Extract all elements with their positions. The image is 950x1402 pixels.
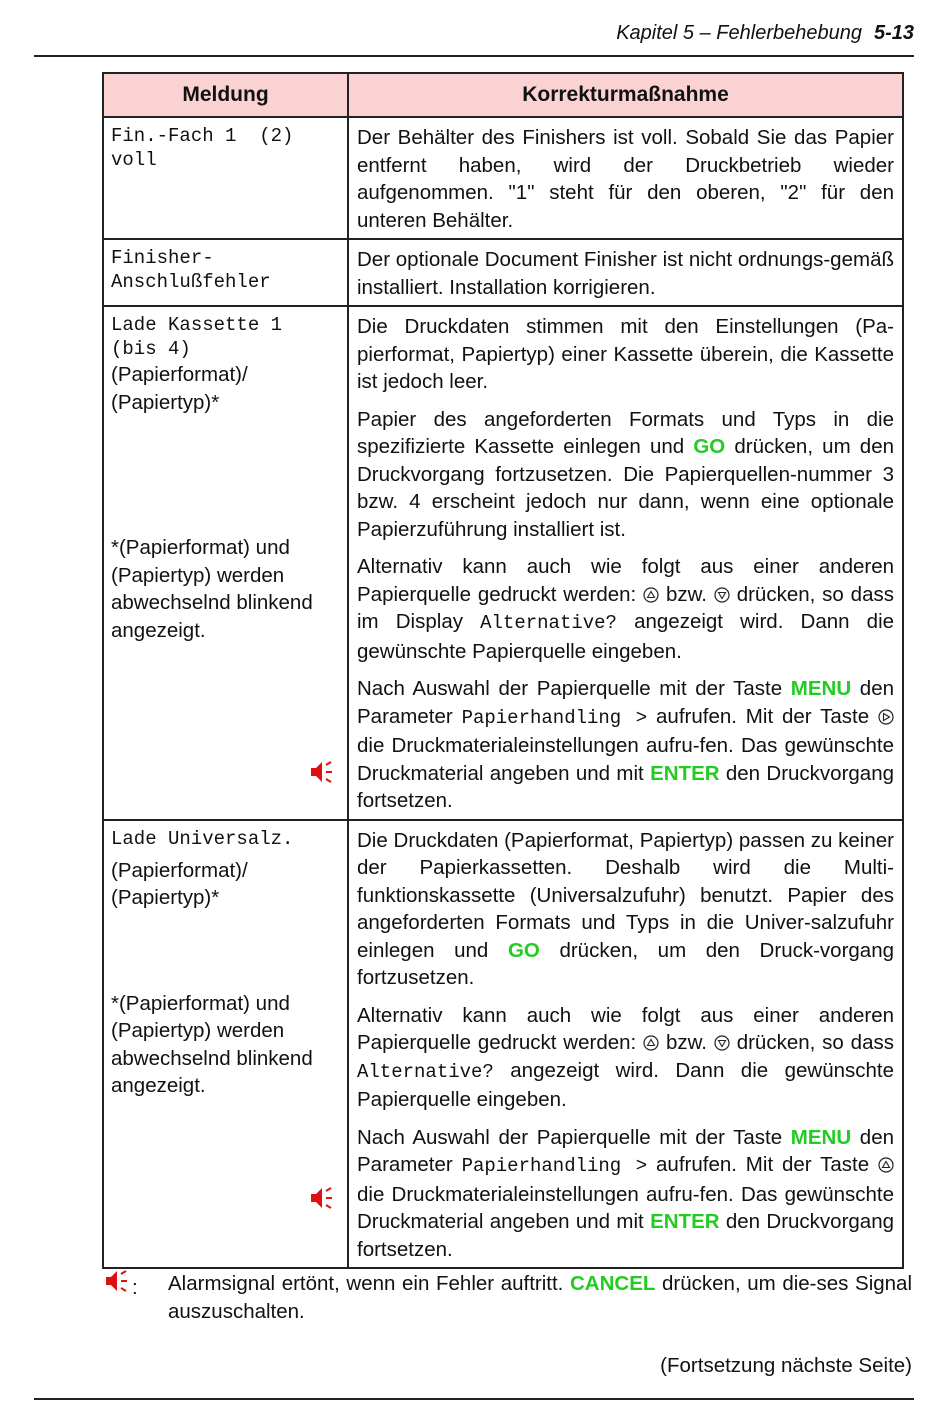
- enter-key-label: ENTER: [650, 1210, 720, 1233]
- action-text: Der Behälter des Finishers ist voll. Sobald Sie das Papier entfernt haben, wird der Druckbetrieb wieder aufgenommen. "1" steht für den oberen, "2" für den unteren Behälter.: [357, 126, 894, 232]
- display-text-papierhandling: Papierhandling >: [461, 1155, 648, 1177]
- message-note: *(Papierformat) und (Papiertyp) werden abwechselnd blinkend angezeigt.: [111, 991, 313, 1097]
- page-header: [34, 22, 914, 48]
- up-arrow-button-icon: [643, 587, 659, 603]
- action-paragraph: Nach Auswahl der Papierquelle mit der Taste MENU den Parameter Papierhandling > aufrufen. Mit der Taste die Druckmaterialeinstellungen aufru-fen. Das gewünschte Druckmaterial angeben und mit ENTER den Druckvorgang fortsetzen.: [357, 677, 895, 812]
- up-arrow-button-icon: [643, 1035, 659, 1051]
- down-arrow-button-icon: [714, 587, 730, 603]
- alarm-footnote: [104, 1270, 912, 1326]
- column-header-action: Korrekturmaßnahme: [348, 73, 903, 117]
- action-cell: [348, 239, 903, 306]
- continuation-note: (Fortsetzung nächste Seite): [660, 1354, 912, 1377]
- display-text-alternative: Alternative?: [357, 1060, 494, 1083]
- right-arrow-button-icon: [878, 709, 894, 725]
- table-row: [103, 306, 903, 820]
- message-parameters: (Papierformat)/ (Papiertyp)*: [111, 363, 248, 414]
- chapter-title: Kapitel 5 – Fehlerbehebung: [616, 22, 862, 44]
- action-cell: [348, 306, 903, 820]
- menu-key-label: MENU: [790, 677, 852, 700]
- action-cell: [348, 820, 903, 1269]
- menu-key-label: MENU: [790, 1125, 852, 1149]
- display-text-papierhandling: Papierhandling >: [461, 706, 648, 729]
- action-text: Der optionale Document Finisher ist nicht ordnungs-gemäß installiert. Installation korrigieren.: [357, 248, 894, 299]
- cancel-key-label: CANCEL: [569, 1272, 656, 1295]
- header-rule: [34, 55, 914, 57]
- column-header-message: Meldung: [103, 73, 348, 117]
- page-number: 5-13: [873, 22, 914, 44]
- action-paragraph: Alternativ kann auch wie folgt aus einer anderen Papierquelle gedruckt werden: bzw. drücken, so dass im Display Alternative? angezeigt wird. Dann die gewünschte Papierquelle eingeben.: [357, 555, 895, 663]
- message-cell: [103, 306, 348, 820]
- alarm-speaker-icon: [104, 1268, 132, 1294]
- action-paragraph: Alternativ kann auch wie folgt aus einer anderen Papierquelle gedruckt werden: bzw. drücken, so dass Alternative? angezeigt wird. Dann die gewünschte Papierquelle eingeben.: [357, 1003, 894, 1111]
- message-cell: [103, 239, 348, 306]
- display-message: Finisher- Anschlußfehler: [111, 247, 271, 293]
- table-row: [103, 239, 903, 306]
- footnote-colon: :: [132, 1276, 138, 1299]
- display-message: Fin.-Fach 1 (2) voll: [111, 125, 294, 171]
- action-paragraph: Papier des angeforderten Formats und Typs in die spezifizierte Kassette einlegen und GO drücken, um den Druckvorgang fortzusetzen. Die Papierquellen-nummer 3 bzw. 4 erscheint jedoch nur dann, wenn eine optionale Papierzuführung installiert ist.: [357, 407, 894, 541]
- down-arrow-button-icon: [714, 1035, 730, 1051]
- action-paragraph: Die Druckdaten stimmen mit den Einstellungen (Pa-pierformat, Papiertyp) einer Kassette überein, die Kassette ist jedoch leer.: [357, 315, 894, 393]
- alarm-speaker-icon: [309, 759, 337, 785]
- footnote-text: Alarmsignal ertönt, wenn ein Fehler auftritt. CANCEL drücken, um die-ses Signal auszuschalten.: [168, 1272, 913, 1323]
- table-row: [103, 820, 903, 1269]
- go-key-label: GO: [693, 435, 726, 458]
- action-paragraph: Nach Auswahl der Papierquelle mit der Taste MENU den Parameter Papierhandling > aufrufen. Mit der Taste die Druckmaterialeinstellungen aufru-fen. Das gewünschte Druckmaterial angeben und mit ENTER den Druckvorgang fortsetzen.: [357, 1125, 895, 1261]
- display-message: Lade Kassette 1 (bis 4): [111, 314, 283, 360]
- action-cell: [348, 117, 903, 239]
- table-row: [103, 117, 903, 239]
- enter-key-label: ENTER: [650, 761, 720, 785]
- message-parameters: (Papierformat)/ (Papiertyp)*: [111, 858, 248, 909]
- go-key-label: GO: [507, 938, 540, 962]
- action-paragraph: Die Druckdaten (Papierformat, Papiertyp) passen zu keiner der Papierkassetten. Deshalb wird die Multi-funktionskassette (Universalzufuhr) benutzt. Papier des angeforderten Formats und Typs in die Univer-salzufuhr einlegen und GO drücken, um den Druck-vorgang fortzusetzen.: [357, 828, 894, 989]
- message-cell: [103, 820, 348, 1269]
- up-arrow-button-icon: [878, 1157, 894, 1173]
- message-note: *(Papierformat) und (Papiertyp) werden abwechselnd blinkend angezeigt.: [111, 536, 313, 642]
- footer-rule: [34, 1398, 914, 1400]
- message-cell: [103, 117, 348, 239]
- alarm-speaker-icon: [309, 1185, 337, 1211]
- display-text-alternative: Alternative?: [480, 612, 617, 634]
- error-message-table: [102, 72, 904, 1269]
- display-message: Lade Universalz.: [111, 827, 294, 850]
